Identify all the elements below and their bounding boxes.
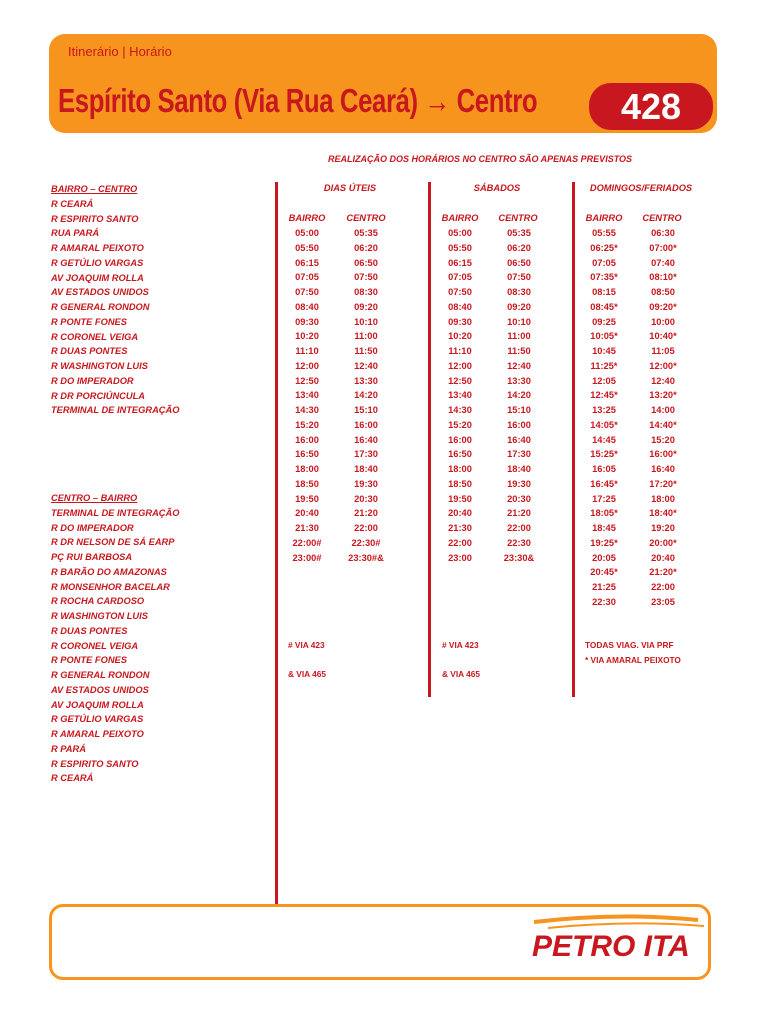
itinerary-stop: R PARÁ <box>51 743 86 754</box>
time-centro: 20:00* <box>649 537 677 548</box>
time-bairro: 07:05 <box>448 272 472 283</box>
time-bairro: 19:50 <box>448 493 472 504</box>
time-bairro: 16:50 <box>448 449 472 460</box>
itinerary-stop: R GETÚLIO VARGAS <box>51 714 144 725</box>
time-centro: 08:30 <box>354 287 378 297</box>
time-bairro: 11:10 <box>448 346 472 356</box>
time-bairro: 16:50 <box>295 449 319 460</box>
time-centro: 06:20 <box>354 242 378 253</box>
itinerary-stop: R WASHINGTON LUIS <box>51 611 148 621</box>
note-2: * VIA AMARAL PEIXOTO <box>585 655 681 665</box>
itinerary-stop: R PONTE FONES <box>51 655 127 666</box>
time-centro: 11:50 <box>354 346 378 356</box>
time-centro: 19:20 <box>651 523 675 533</box>
time-centro: 05:35 <box>507 228 531 238</box>
time-centro: 22:00 <box>507 523 531 533</box>
itinerary-stop: R WASHINGTON LUIS <box>51 361 148 371</box>
time-bairro: 07:05 <box>295 272 319 283</box>
time-centro: 18:40 <box>507 464 531 474</box>
time-centro: 09:20 <box>507 301 531 312</box>
time-centro: 22:30# <box>351 537 381 548</box>
note-2: & VIA 465 <box>288 669 326 679</box>
time-centro: 11:00 <box>354 331 378 342</box>
col-bairro: BAIRRO <box>288 213 326 223</box>
time-centro: 13:30 <box>354 375 378 386</box>
time-bairro: 13:40 <box>448 390 472 401</box>
time-bairro: 21:30 <box>448 523 472 533</box>
time-bairro: 16:45* <box>590 478 618 489</box>
itinerary-stop: R GENERAL RONDON <box>51 302 150 312</box>
time-centro: 18:40* <box>649 508 677 519</box>
time-bairro: 16:00 <box>295 434 319 445</box>
time-bairro: 15:25* <box>590 449 618 460</box>
time-centro: 14:20 <box>354 390 378 401</box>
itinerary-stop: R MONSENHOR BACELAR <box>51 581 170 592</box>
col-centro: CENTRO <box>346 213 386 223</box>
time-bairro: 06:15 <box>295 257 319 268</box>
time-bairro: 10:20 <box>448 331 472 342</box>
time-centro: 21:20 <box>507 508 531 519</box>
note-1: TODAS VIAG. VIA PRF <box>585 640 674 650</box>
time-centro: 06:50 <box>507 257 531 268</box>
time-centro: 23:05 <box>651 596 675 607</box>
time-bairro: 18:45 <box>592 523 616 533</box>
itinerary-stop: R PONTE FONES <box>51 316 127 327</box>
time-bairro: 18:00 <box>295 464 319 474</box>
time-centro: 08:10* <box>649 272 677 283</box>
itinerary-stop: PÇ RUI BARBOSA <box>51 552 133 562</box>
itinerary-stop: R DR PORCIÚNCULA <box>51 390 145 401</box>
time-centro: 06:20 <box>507 242 531 253</box>
time-bairro: 06:15 <box>448 257 472 268</box>
time-bairro: 11:10 <box>295 346 319 356</box>
itinerary-outbound <box>51 182 179 418</box>
time-centro: 10:10 <box>507 316 531 327</box>
time-centro: 12:40 <box>354 360 378 371</box>
time-bairro: 05:50 <box>448 242 472 253</box>
col-bairro: BAIRRO <box>585 213 623 223</box>
note-2: & VIA 465 <box>442 669 480 679</box>
itinerary-return <box>51 491 179 786</box>
time-centro: 07:00* <box>649 242 677 253</box>
col-bairro: BAIRRO <box>441 213 479 223</box>
time-centro: 06:30 <box>651 228 675 238</box>
time-bairro: 05:50 <box>295 242 319 253</box>
time-bairro: 16:05 <box>592 464 616 474</box>
time-centro: 16:00 <box>354 419 378 430</box>
time-bairro: 20:05 <box>592 552 616 563</box>
time-bairro: 20:40 <box>448 508 472 519</box>
time-bairro: 19:50 <box>295 493 319 504</box>
itinerary-stop: R GENERAL RONDON <box>51 670 150 680</box>
itinerary-stop: AV JOAQUIM ROLLA <box>51 699 144 710</box>
time-bairro: 08:40 <box>295 301 319 312</box>
time-centro: 16:40 <box>354 434 378 445</box>
time-bairro: 17:25 <box>592 493 616 504</box>
time-centro: 13:30 <box>507 375 531 386</box>
time-bairro: 14:05* <box>590 419 618 430</box>
time-bairro: 07:35* <box>590 272 618 283</box>
time-centro: 13:20* <box>649 390 677 401</box>
time-centro: 09:20 <box>354 301 378 312</box>
time-centro: 12:00* <box>649 360 677 371</box>
time-bairro: 22:00# <box>292 537 322 548</box>
time-centro: 12:40 <box>651 375 675 386</box>
col-centro: CENTRO <box>498 213 538 223</box>
time-centro: 14:00 <box>651 405 675 415</box>
time-bairro: 08:40 <box>448 301 472 312</box>
time-bairro: 08:15 <box>592 287 616 297</box>
itinerary-outbound-title: BAIRRO – CENTRO <box>51 184 138 194</box>
time-centro: 22:00 <box>651 582 675 592</box>
time-bairro: 09:30 <box>448 316 472 327</box>
time-bairro: 07:50 <box>448 287 472 297</box>
time-bairro: 14:45 <box>592 434 616 445</box>
time-centro: 19:30 <box>354 478 378 489</box>
time-centro: 23:30& <box>503 552 535 563</box>
petro-ita-logo <box>528 912 708 968</box>
time-centro: 14:20 <box>507 390 531 401</box>
time-bairro: 14:30 <box>295 405 319 415</box>
time-centro: 10:00 <box>651 316 675 327</box>
time-bairro: 15:20 <box>295 419 319 430</box>
time-centro: 07:40 <box>651 257 675 268</box>
logo-text: PETRO ITA <box>532 930 690 963</box>
time-centro: 20:30 <box>354 493 378 504</box>
time-bairro: 18:00 <box>448 464 472 474</box>
time-bairro: 21:25 <box>592 582 616 592</box>
time-centro: 17:30 <box>507 449 531 460</box>
schedule-title: SÁBADOS <box>473 183 521 193</box>
time-centro: 06:50 <box>354 257 378 268</box>
schedule-title: DIAS ÚTEIS <box>323 183 377 193</box>
schedule-title: DOMINGOS/FERIADOS <box>589 183 693 193</box>
time-centro: 10:10 <box>354 316 378 327</box>
time-centro: 11:05 <box>651 346 675 356</box>
itinerary-stop: RUA PARÁ <box>51 228 100 239</box>
time-centro: 16:00* <box>649 449 677 460</box>
time-centro: 18:00 <box>651 493 675 504</box>
schedule-notice: REALIZAÇÃO DOS HORÁRIOS NO CENTRO SÃO APENAS PREVISTOS <box>328 154 633 164</box>
time-bairro: 05:00 <box>448 228 472 238</box>
itinerary-stop: R GETÚLIO VARGAS <box>51 257 144 268</box>
time-bairro: 21:30 <box>295 523 319 533</box>
time-bairro: 23:00# <box>292 552 322 563</box>
itinerary-stop: R AMARAL PEIXOTO <box>51 729 144 739</box>
itinerary-stop: R ESPIRITO SANTO <box>51 213 139 224</box>
time-bairro: 12:05 <box>592 375 616 386</box>
time-centro: 17:20* <box>649 478 677 489</box>
itinerary-return-title: CENTRO – BAIRRO <box>51 493 138 503</box>
time-bairro: 05:55 <box>592 228 616 238</box>
time-centro: 22:00 <box>354 523 378 533</box>
time-centro: 10:40* <box>649 331 677 342</box>
time-bairro: 20:45* <box>590 567 618 578</box>
time-bairro: 23:00 <box>448 552 472 563</box>
itinerary-stop: TERMINAL DE INTEGRAÇÃO <box>51 507 180 518</box>
time-centro: 08:30 <box>507 287 531 297</box>
time-bairro: 22:00 <box>448 537 472 548</box>
time-centro: 15:20 <box>651 434 675 445</box>
time-centro: 08:50 <box>651 287 675 297</box>
time-bairro: 12:50 <box>295 375 319 386</box>
itinerary-stop: R ROCHA CARDOSO <box>51 596 145 607</box>
itinerary-stop: R DUAS PONTES <box>51 346 128 357</box>
time-bairro: 10:05* <box>590 331 618 342</box>
time-centro: 19:30 <box>507 478 531 489</box>
time-centro: 20:40 <box>651 552 675 563</box>
time-bairro: 05:00 <box>295 228 319 238</box>
route-number-badge: 428 <box>589 83 713 130</box>
itinerary-stop: R BARÃO DO AMAZONAS <box>51 566 167 577</box>
route-title: Espírito Santo (Via Rua Ceará) → Centro <box>58 82 538 119</box>
time-centro: 17:30 <box>354 449 378 460</box>
itinerary-stop: R DO IMPERADOR <box>51 522 134 533</box>
itinerary-stop: R DR NELSON DE SÁ EARP <box>51 537 175 548</box>
time-bairro: 20:40 <box>295 508 319 519</box>
time-bairro: 18:50 <box>295 478 319 489</box>
itinerary-stop: R DO IMPERADOR <box>51 375 134 386</box>
itinerary-stop: R CORONEL VEIGA <box>51 640 139 651</box>
time-bairro: 22:30 <box>592 596 616 607</box>
itinerary-stop: R AMARAL PEIXOTO <box>51 243 144 253</box>
time-centro: 21:20 <box>354 508 378 519</box>
time-centro: 16:40 <box>507 434 531 445</box>
time-bairro: 09:30 <box>295 316 319 327</box>
time-centro: 23:30#& <box>348 552 384 563</box>
time-bairro: 12:00 <box>448 360 472 371</box>
header-subtitle: Itinerário | Horário <box>68 44 172 59</box>
itinerary-stop: R ESPIRITO SANTO <box>51 758 139 769</box>
itinerary-stop: R CEARÁ <box>51 773 94 784</box>
time-bairro: 18:50 <box>448 478 472 489</box>
time-bairro: 15:20 <box>448 419 472 430</box>
time-bairro: 06:25* <box>590 242 618 253</box>
time-bairro: 09:25 <box>592 316 616 327</box>
time-bairro: 11:25* <box>590 360 618 371</box>
time-centro: 09:20* <box>649 301 677 312</box>
time-centro: 15:10 <box>507 405 531 415</box>
time-bairro: 10:45 <box>592 346 616 356</box>
time-bairro: 12:00 <box>295 360 319 371</box>
time-centro: 07:50 <box>507 272 531 283</box>
time-centro: 22:30 <box>507 537 531 548</box>
time-bairro: 18:05* <box>590 508 618 519</box>
time-bairro: 12:45* <box>590 390 618 401</box>
col-centro: CENTRO <box>642 213 682 223</box>
itinerary-stop: R DUAS PONTES <box>51 625 128 636</box>
time-centro: 11:00 <box>507 331 531 342</box>
time-centro: 20:30 <box>507 493 531 504</box>
time-centro: 07:50 <box>354 272 378 283</box>
itinerary-stop: AV ESTADOS UNIDOS <box>51 287 149 298</box>
time-bairro: 14:30 <box>448 405 472 415</box>
time-bairro: 07:05 <box>592 257 616 268</box>
note-1: # VIA 423 <box>288 640 325 650</box>
time-centro: 16:00 <box>507 419 531 430</box>
time-centro: 12:40 <box>507 360 531 371</box>
time-centro: 15:10 <box>354 405 378 415</box>
time-centro: 14:40* <box>649 419 677 430</box>
itinerary-stop: TERMINAL DE INTEGRAÇÃO <box>51 405 180 416</box>
itinerary-stop: R CORONEL VEIGA <box>51 331 139 342</box>
time-centro: 21:20* <box>649 567 677 578</box>
itinerary-stop: AV ESTADOS UNIDOS <box>51 684 149 695</box>
time-bairro: 12:50 <box>448 375 472 386</box>
time-bairro: 13:40 <box>295 390 319 401</box>
time-centro: 16:40 <box>651 464 675 474</box>
time-bairro: 13:25 <box>592 405 616 415</box>
time-bairro: 08:45* <box>590 301 618 312</box>
itinerary-stop: AV JOAQUIM ROLLA <box>51 272 144 283</box>
note-1: # VIA 423 <box>442 640 479 650</box>
time-centro: 18:40 <box>354 464 378 474</box>
time-centro: 11:50 <box>507 346 531 356</box>
time-bairro: 19:25* <box>590 537 618 548</box>
time-bairro: 16:00 <box>448 434 472 445</box>
time-bairro: 10:20 <box>295 331 319 342</box>
time-centro: 05:35 <box>354 228 378 238</box>
itinerary-stop: R CEARÁ <box>51 198 94 209</box>
time-bairro: 07:50 <box>295 287 319 297</box>
